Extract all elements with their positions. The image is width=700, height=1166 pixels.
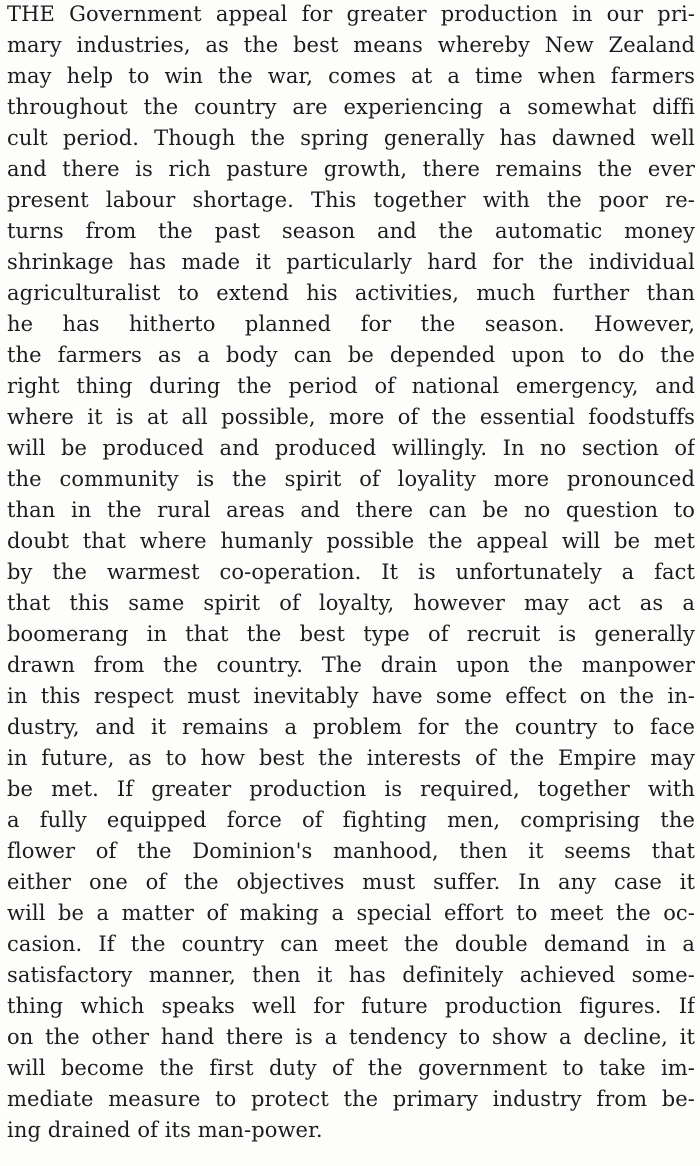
text-line: present labour shortage. This together with the poor re- <box>7 188 695 212</box>
text-line: mediate measure to protect the primary industry from be- <box>7 1087 695 1111</box>
text-line: turns from the past season and the automatic money <box>7 219 695 243</box>
text-line: a fully equipped force of fighting men, comprising the <box>7 808 695 832</box>
text-line: by the warmest co-operation. It is unfortunately a fact <box>7 560 695 584</box>
text-line: the farmers as a body can be depended upon to do the <box>7 343 695 367</box>
text-line: that this same spirit of loyalty, however may act as a <box>7 591 695 615</box>
text-line: THE Government appeal for greater production in our pri- <box>7 2 695 26</box>
text-line: shrinkage has made it particularly hard for the individual <box>7 250 695 274</box>
text-line: be met. If greater production is required, together with <box>7 777 695 801</box>
text-line: either one of the objectives must suffer. In any case it <box>7 870 695 894</box>
article-body <box>7 0 695 1147</box>
text-line: and there is rich pasture growth, there remains the ever <box>7 157 695 181</box>
text-line: flower of the Dominion's manhood, then it seems that <box>7 839 695 863</box>
text-line: will be produced and produced willingly. In no section of <box>7 436 695 460</box>
text-line: ing drained of its man-power. <box>7 1118 323 1142</box>
text-line: dustry, and it remains a problem for the country to face <box>7 715 695 739</box>
text-line: cult period. Though the spring generally has dawned well <box>7 126 695 150</box>
text-line: throughout the country are experiencing a somewhat diffi <box>7 95 695 119</box>
text-line: agriculturalist to extend his activities, much further than <box>7 281 695 305</box>
text-line: on the other hand there is a tendency to show a decline, it <box>7 1025 695 1049</box>
text-line: where it is at all possible, more of the essential foodstuffs <box>7 405 695 429</box>
text-line: will be a matter of making a special effort to meet the oc- <box>7 901 695 925</box>
text-line: drawn from the country. The drain upon the manpower <box>7 653 695 677</box>
text-line: thing which speaks well for future production figures. If <box>7 994 695 1018</box>
text-line: will become the first duty of the government to take im- <box>7 1056 695 1080</box>
text-line: right thing during the period of national emergency, and <box>7 374 695 398</box>
text-line: satisfactory manner, then it has definitely achieved some- <box>7 963 695 987</box>
text-line: the community is the spirit of loyality more pronounced <box>7 467 695 491</box>
text-line: boomerang in that the best type of recruit is generally <box>7 622 695 646</box>
text-line: than in the rural areas and there can be no question to <box>7 498 695 522</box>
text-line: doubt that where humanly possible the appeal will be met <box>7 529 695 553</box>
text-line: mary industries, as the best means whereby New Zealand <box>7 33 695 57</box>
text-line: he has hitherto planned for the season. However, <box>7 312 695 336</box>
text-line: casion. If the country can meet the double demand in a <box>7 932 695 956</box>
text-line: in future, as to how best the interests of the Empire may <box>7 746 695 770</box>
text-line: in this respect must inevitably have some effect on the in- <box>7 684 695 708</box>
text-line: may help to win the war, comes at a time when farmers <box>7 64 695 88</box>
